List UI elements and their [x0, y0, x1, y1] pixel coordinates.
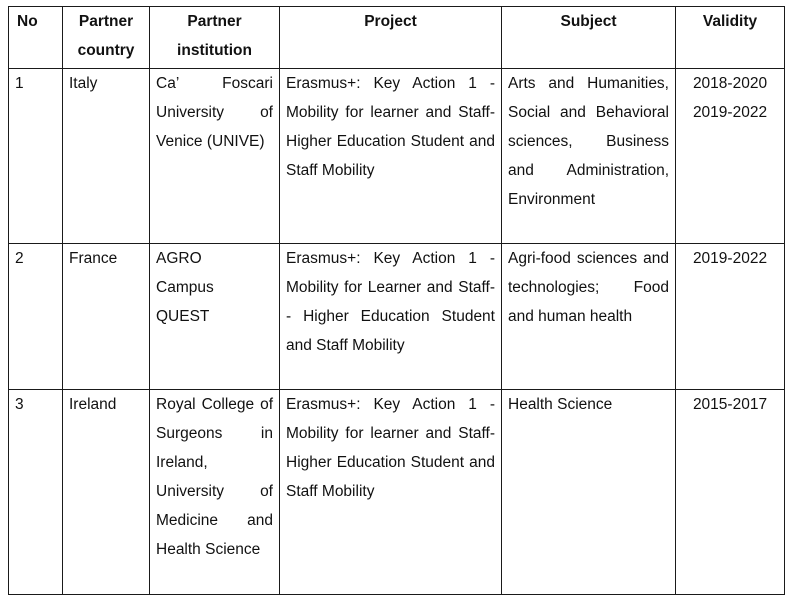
validity-period: 2019-2022 [692, 104, 768, 121]
header-row [9, 7, 785, 69]
cell-institution: Royal College of Surgeons in Ireland, University of Medicine and Health Science [150, 390, 280, 595]
validity-period: 2018-2020 [692, 75, 768, 92]
header-subject: Subject [502, 7, 676, 69]
header-validity: Validity [676, 7, 785, 69]
table-row [9, 244, 785, 390]
table-row [9, 390, 785, 595]
cell-no: 2 [9, 244, 63, 390]
cell-institution [150, 244, 280, 390]
cell-subject: Health Science [502, 390, 676, 595]
cell-country: France [63, 244, 150, 390]
validity-period: 2019-2022 [692, 250, 768, 267]
cell-validity [676, 69, 785, 244]
cell-subject: Agri-food sciences and technologies; Food and human health [502, 244, 676, 390]
cell-no: 1 [9, 69, 63, 244]
validity-period: 2015-2017 [692, 396, 768, 413]
cell-country: Ireland [63, 390, 150, 595]
header-partner-country: Partner country [63, 7, 150, 69]
cell-institution: Ca’ Foscari University of Venice (UNIVE) [150, 69, 280, 244]
header-no: No [9, 7, 63, 69]
cell-no: 3 [9, 390, 63, 595]
cell-validity [676, 390, 785, 595]
header-partner-institution: Partner institution [150, 7, 280, 69]
cell-project: Erasmus+: Key Action 1 -Mobility for learner and Staff- Higher Education Student and Staff Mobility [280, 390, 502, 595]
header-project: Project [280, 7, 502, 69]
institution-text: AGRO Campus QUEST [156, 250, 214, 325]
cell-project: Erasmus+: Key Action 1 -Mobility for Learner and Staff-- Higher Education Student and Staff Mobility [280, 244, 502, 390]
cell-subject: Arts and Humanities, Social and Behavioral sciences, Business and Administration, Environment [502, 69, 676, 244]
cell-project: Erasmus+: Key Action 1 -Mobility for learner and Staff- Higher Education Student and Staff Mobility [280, 69, 502, 244]
partner-table [8, 6, 785, 595]
cell-validity [676, 244, 785, 390]
table-row [9, 69, 785, 244]
cell-country: Italy [63, 69, 150, 244]
